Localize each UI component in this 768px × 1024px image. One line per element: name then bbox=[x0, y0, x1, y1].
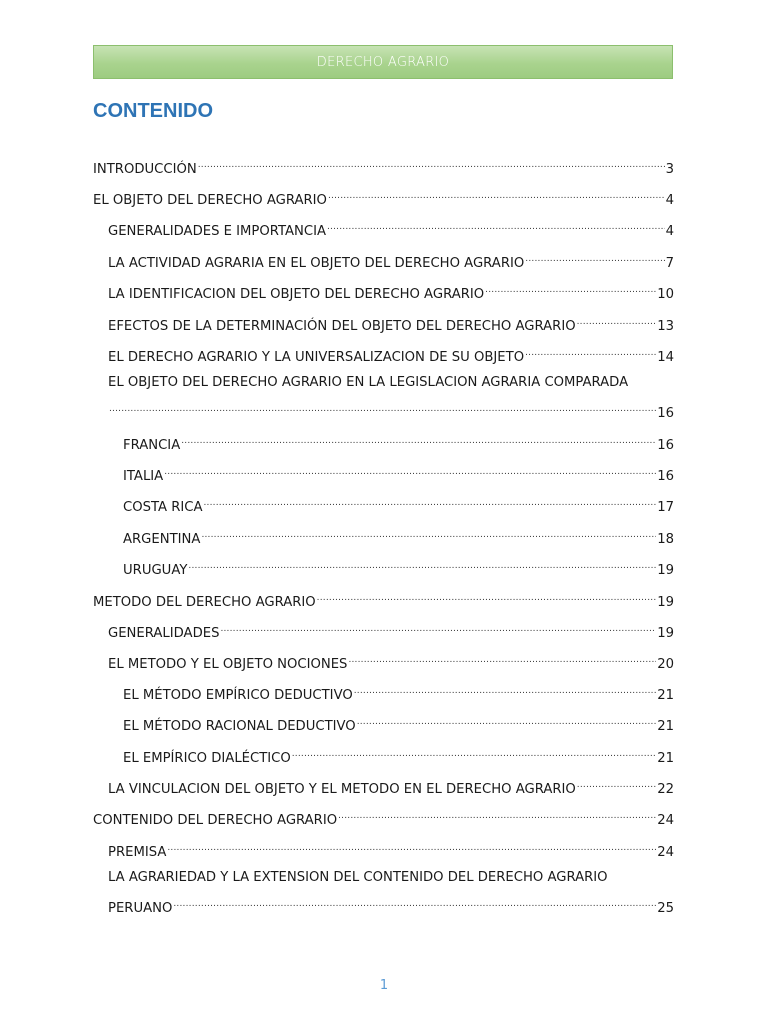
toc-entry-page: 7 bbox=[665, 256, 674, 271]
dot-leader bbox=[188, 556, 656, 574]
toc-entry-label: LA IDENTIFICACION DEL OBJETO DEL DERECHO AGRARIO bbox=[108, 287, 485, 302]
toc-entry-metodo-derecho-agrario[interactable] bbox=[93, 588, 674, 612]
dot-leader bbox=[204, 493, 657, 511]
dot-leader bbox=[577, 312, 657, 330]
toc-entry-empirico-dialectico[interactable] bbox=[123, 744, 674, 768]
dot-leader bbox=[201, 525, 656, 543]
dot-leader bbox=[338, 806, 656, 824]
toc-entry-label: EL MÉTODO EMPÍRICO DEDUCTIVO bbox=[123, 688, 353, 703]
toc-entry-page: 3 bbox=[665, 162, 674, 177]
toc-entry-contenido-derecho-agrario[interactable] bbox=[93, 806, 674, 830]
toc-entry-italia[interactable] bbox=[123, 462, 674, 486]
toc-entry-label: EL DERECHO AGRARIO Y LA UNIVERSALIZACION DE SU OBJETO bbox=[108, 350, 525, 365]
dot-leader bbox=[167, 838, 656, 856]
toc-entry-premisa[interactable] bbox=[108, 838, 674, 862]
toc-entry-label: METODO DEL DERECHO AGRARIO bbox=[93, 595, 316, 610]
toc-entry-label: EL EMPÍRICO DIALÉCTICO bbox=[123, 751, 291, 766]
toc-entry-page: 25 bbox=[657, 901, 674, 916]
toc-entry-label: ARGENTINA bbox=[123, 532, 201, 547]
document-header-title: DERECHO AGRARIO bbox=[316, 54, 450, 70]
toc-entry-argentina[interactable] bbox=[123, 525, 674, 549]
toc-entry-page: 16 bbox=[657, 406, 674, 421]
toc-entry-costa-rica[interactable] bbox=[123, 493, 674, 517]
toc-entry-generalidades[interactable] bbox=[108, 619, 674, 643]
toc-entry-metodo-racional-deductivo[interactable] bbox=[123, 712, 674, 736]
toc-entry-metodo-empirico-deductivo[interactable] bbox=[123, 681, 674, 705]
dot-leader bbox=[317, 588, 657, 606]
toc-entry-agrariedad-line1[interactable]: LA AGRARIEDAD Y LA EXTENSION DEL CONTENIDO DEL DERECHO AGRARIO bbox=[108, 870, 608, 885]
dot-leader bbox=[292, 744, 656, 762]
toc-entry-legislacion-comparada[interactable] bbox=[108, 399, 674, 423]
toc-entry-page: 21 bbox=[657, 688, 674, 703]
toc-entry-label: LA VINCULACION DEL OBJETO Y EL METODO EN EL DERECHO AGRARIO bbox=[108, 782, 576, 797]
toc-entry-page: 19 bbox=[657, 626, 674, 641]
toc-entry-label: COSTA RICA bbox=[123, 500, 203, 515]
dot-leader bbox=[328, 186, 665, 204]
toc-entry-page: 19 bbox=[657, 595, 674, 610]
toc-entry-page: 18 bbox=[657, 532, 674, 547]
toc-entry-page: 24 bbox=[657, 813, 674, 828]
toc-entry-efectos-determinacion[interactable] bbox=[108, 312, 674, 336]
toc-entry-label: EFECTOS DE LA DETERMINACIÓN DEL OBJETO DEL DERECHO AGRARIO bbox=[108, 319, 576, 334]
dot-leader bbox=[354, 681, 656, 699]
toc-entry-vinculacion-objeto-metodo[interactable] bbox=[108, 775, 674, 799]
dot-leader bbox=[220, 619, 656, 637]
toc-entry-label: EL OBJETO DEL DERECHO AGRARIO bbox=[93, 193, 327, 208]
toc-entry-page: 21 bbox=[657, 719, 674, 734]
toc-entry-uruguay[interactable] bbox=[123, 556, 674, 580]
toc-entry-objeto-derecho-agrario[interactable] bbox=[93, 186, 674, 210]
toc-entry-label: FRANCIA bbox=[123, 438, 181, 453]
toc-entry-label: EL METODO Y EL OBJETO NOCIONES bbox=[108, 657, 348, 672]
toc-entry-page: 4 bbox=[665, 224, 674, 239]
toc-entry-page: 14 bbox=[657, 350, 674, 365]
toc-entry-label: PREMISA bbox=[108, 845, 167, 860]
toc-entry-legislacion-comparada-line1[interactable]: EL OBJETO DEL DERECHO AGRARIO EN LA LEGISLACION AGRARIA COMPARADA bbox=[108, 375, 629, 390]
toc-heading: CONTENIDO bbox=[93, 100, 213, 122]
toc-entry-agrariedad-extension[interactable] bbox=[108, 894, 674, 918]
toc-entry-page: 21 bbox=[657, 751, 674, 766]
dot-leader bbox=[525, 343, 656, 361]
dot-leader bbox=[348, 650, 656, 668]
document-header-bar bbox=[93, 45, 673, 79]
toc-entry-page: 13 bbox=[657, 319, 674, 334]
dot-leader bbox=[198, 155, 665, 173]
page-number: 1 bbox=[379, 978, 389, 993]
toc-entry-universalizacion[interactable] bbox=[108, 343, 674, 367]
toc-entry-label: URUGUAY bbox=[123, 563, 188, 578]
toc-entry-page: 22 bbox=[657, 782, 674, 797]
toc-entry-francia[interactable] bbox=[123, 431, 674, 455]
toc-entry-label: LA ACTIVIDAD AGRARIA EN EL OBJETO DEL DERECHO AGRARIO bbox=[108, 256, 525, 271]
dot-leader bbox=[357, 712, 657, 730]
toc-entry-label: INTRODUCCIÓN bbox=[93, 162, 197, 177]
toc-entry-page: 24 bbox=[657, 845, 674, 860]
toc-entry-page: 16 bbox=[657, 469, 674, 484]
dot-leader bbox=[327, 217, 665, 235]
toc-entry-label: ITALIA bbox=[123, 469, 164, 484]
dot-leader bbox=[485, 280, 656, 298]
toc-entry-label: PERUANO bbox=[108, 901, 173, 916]
toc-entry-page: 20 bbox=[657, 657, 674, 672]
dot-leader bbox=[173, 894, 656, 912]
toc-entry-generalidades-importancia[interactable] bbox=[108, 217, 674, 241]
toc-entry-page: 17 bbox=[657, 500, 674, 515]
toc-entry-page: 4 bbox=[665, 193, 674, 208]
toc-entry-page: 10 bbox=[657, 287, 674, 302]
toc-entry-label: CONTENIDO DEL DERECHO AGRARIO bbox=[93, 813, 338, 828]
toc-entry-metodo-objeto-nociones[interactable] bbox=[108, 650, 674, 674]
dot-leader bbox=[164, 462, 656, 480]
toc-entry-label: GENERALIDADES bbox=[108, 626, 220, 641]
dot-leader bbox=[109, 399, 656, 417]
toc-entry-page: 19 bbox=[657, 563, 674, 578]
toc-entry-label: GENERALIDADES E IMPORTANCIA bbox=[108, 224, 326, 239]
toc-entry-actividad-agraria[interactable] bbox=[108, 249, 674, 273]
dot-leader bbox=[577, 775, 656, 793]
toc-entry-page: 16 bbox=[657, 438, 674, 453]
toc-entry-label: EL MÉTODO RACIONAL DEDUCTIVO bbox=[123, 719, 356, 734]
toc-entry-introduccion[interactable] bbox=[93, 155, 674, 179]
dot-leader bbox=[181, 431, 656, 449]
dot-leader bbox=[525, 249, 664, 267]
toc-entry-identificacion-objeto[interactable] bbox=[108, 280, 674, 304]
